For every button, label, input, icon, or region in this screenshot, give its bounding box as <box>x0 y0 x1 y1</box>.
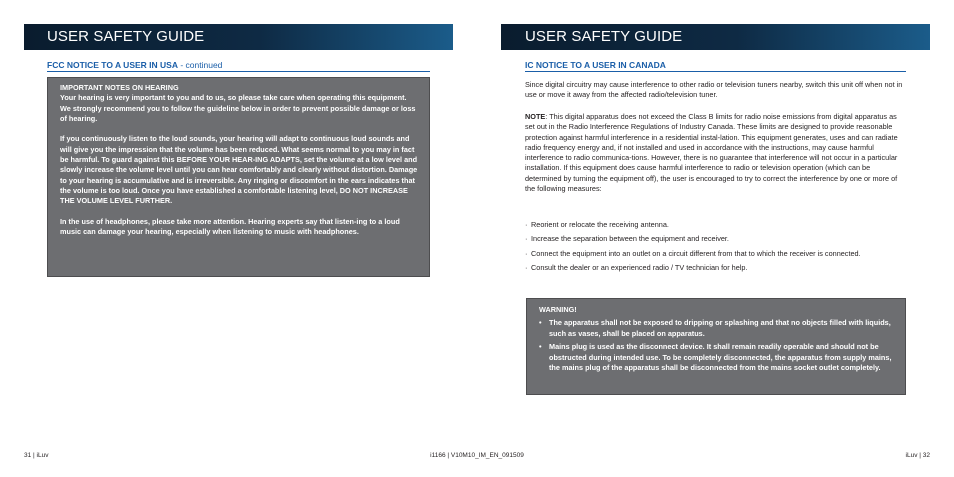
hearing-paragraph-3: In the use of headphones, please take more attention. Hearing experts say that listen-ing to a loud music can damage your hearing, especially when listening to music with headphones. <box>60 216 400 237</box>
note-label: NOTE <box>525 112 546 121</box>
right-section-title: IC NOTICE TO A USER IN CANADA <box>525 60 666 70</box>
list-item <box>525 263 906 273</box>
measure-text: Connect the equipment into an outlet on a circuit different from that to which the receiver is connected. <box>531 248 861 258</box>
bullet-dot: • <box>539 318 542 327</box>
right-page-number: iLuv | 32 <box>905 452 930 459</box>
measure-text: Reorient or relocate the receiving antenna. <box>531 220 669 229</box>
list-item <box>539 318 895 339</box>
left-section-heading <box>47 59 430 72</box>
bullet-dot: · <box>525 248 528 258</box>
warning-box <box>526 298 906 395</box>
left-page-banner: USER SAFETY GUIDE <box>24 24 453 50</box>
hearing-paragraph-1: Your hearing is very important to you and to us, so please take care when operating this equipment. We strongly recommend you to follow the guideline below in order to prevent possible damage or loss of hearing. <box>60 93 416 123</box>
note-text: : This digital apparatus does not exceed the Class B limits for radio noise emissions from digital apparatus as set out in the Radio Interference Regulations of Industry Canada. These limits are designed to provide reasonable protection against harmful interference in a residential instal-lation. This equipment generates, uses and can radiate radio frequency energy and, if not installed and used in accordance with the instructions, may cause harmful interference to radio communica-tions. However, there is no guarantee that interference will not occur in a particular installation. If this equipment does cause harmful interference to radio or television operation (which can be determined by turning the equipment off), the user is encouraged to try to correct the interference by one or more of the following measures: <box>525 112 898 194</box>
left-page-number: 31 | iLuv <box>24 452 49 459</box>
warning-text: Mains plug is used as the disconnect device. It shall remain readily operable and should not be obstructed during intended use. To be completely disconnected, the apparatus from supply mains, the mains plug of the apparatus shall be disconnected from the mains socket outlet completely. <box>549 342 892 372</box>
bullet-dot: · <box>525 263 528 273</box>
list-item <box>539 342 895 374</box>
left-section-title: FCC NOTICE TO A USER IN USA <box>47 60 178 70</box>
right-section-heading <box>525 59 906 72</box>
list-item <box>525 249 906 259</box>
measures-list <box>525 220 906 278</box>
interference-paragraph: Since digital circuitry may cause interference to other radio or television tuners nearby, switch this unit off when not in use or move it away from the affected radio/television tuner. <box>525 80 903 100</box>
measure-text: Consult the dealer or an experienced radio / TV technician for help. <box>531 263 748 273</box>
hearing-notes-box <box>47 77 430 277</box>
right-page-banner: USER SAFETY GUIDE <box>501 24 930 50</box>
warning-title: WARNING! <box>539 305 577 314</box>
measure-text: Increase the separation between the equipment and receiver. <box>531 234 729 244</box>
bullet-dot: • <box>539 342 542 351</box>
list-item <box>525 234 906 244</box>
document-code: i1166 | V10M10_IM_EN_091509 <box>430 452 524 459</box>
bullet-dot: · <box>525 234 528 244</box>
left-section-suffix: - continued <box>177 60 223 70</box>
list-item <box>525 220 906 230</box>
warning-text: The apparatus shall not be exposed to dripping or splashing and that no objects filled with liquids, such as vases, shall be placed on apparatus. <box>549 318 891 338</box>
hearing-box-title: IMPORTANT NOTES ON HEARING <box>60 83 179 92</box>
bullet-dot: · <box>525 220 528 229</box>
hearing-paragraph-2: If you continuously listen to the loud sounds, your hearing will adapt to continuous loud sounds and will give you the impression that the volume has been reduced. What seems normal to you may in fact be harmful. To guard against this BEFORE YOUR HEAR-ING ADAPTS, set the volume at a low level and slowly increase the volume level until you can hear comfortably and clearly without distortion. Damage to your hearing is accumulative and is irreversible. Any ringing or discomfort in the ears indicates that the volume is too loud. Once you have established a comfortable listening level, DO NOT INCREASE THE VOLUME LEVEL FURTHER. <box>60 134 418 206</box>
note-paragraph <box>525 112 906 194</box>
